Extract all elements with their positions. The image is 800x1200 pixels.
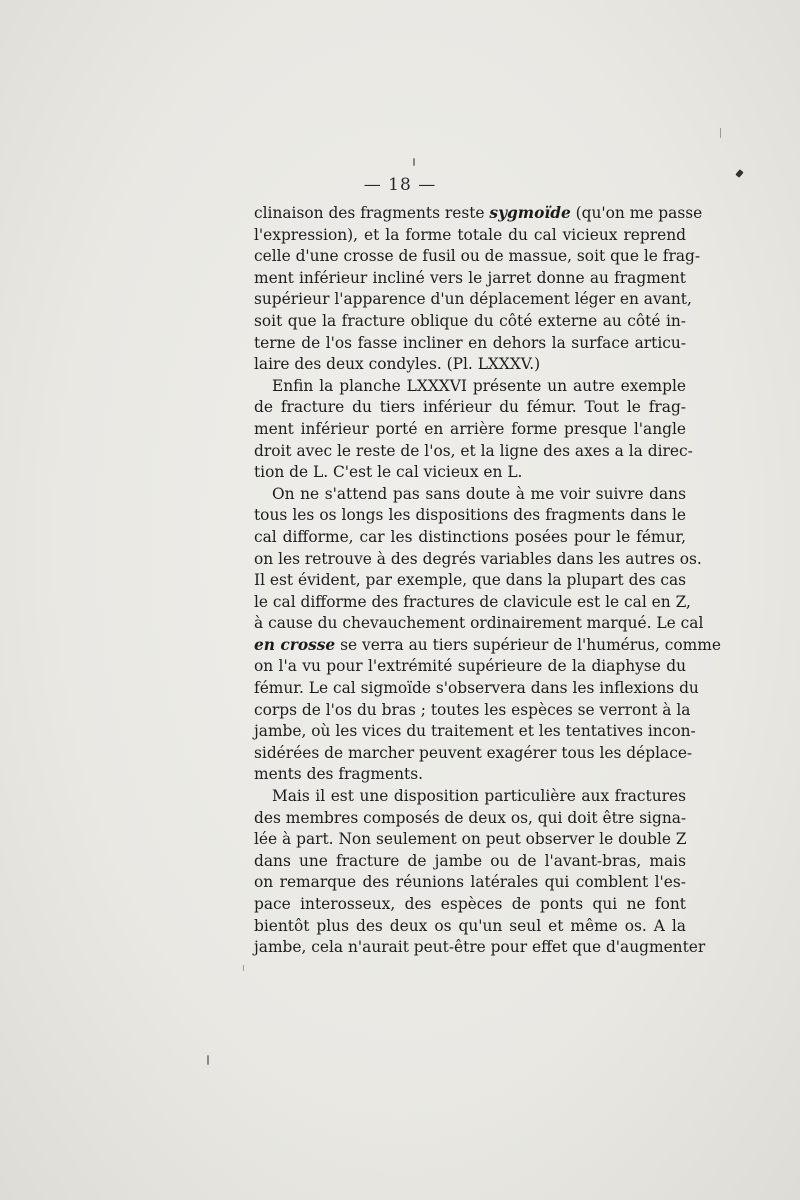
text-run: fémur. Le cal sigmoïde s'observera dans les inflexions du [254,679,699,698]
text-line [254,549,702,571]
text-run: laire des deux condyles. (Pl. LXXXV.) [254,355,541,374]
text-line [254,289,692,311]
text-run: corps de l'os du bras ; toutes les espèces se verront à la [254,700,691,719]
text-line [254,441,693,463]
text-line [254,268,686,290]
text-run: à cause du chevauchement ordinairement marqué. Le cal [254,614,704,633]
text-run: On ne s'attend pas sans doute à me voir suivre dans [272,484,686,503]
text-line [254,635,721,657]
text-line [254,786,686,808]
text-line [254,462,686,484]
text-run: Il est évident, par exemple, que dans la plupart des cas [254,571,687,590]
page-number: — 18 — [363,175,437,195]
text-line [254,484,686,506]
text-line [254,527,686,549]
text-line [254,656,686,678]
text-run: de fracture du tiers inférieur du fémur. Tout le frag- [254,398,686,417]
text-run: on les retrouve à des degrés variables dans les autres os. [254,549,702,568]
text-line [254,225,686,247]
text-run: ments des fragments. [254,765,424,784]
text-line [254,851,686,873]
text-line [254,203,703,225]
text-line [254,872,686,894]
paper-speck [207,1055,209,1065]
text-line [254,592,691,614]
text-line [254,743,693,765]
text-line [254,678,699,700]
text-run: jambe, où les vices du traitement et les tentatives incon- [254,722,696,741]
text-line [254,419,686,441]
text-line [254,354,686,376]
paper-speck [720,128,721,138]
text-line [254,700,691,722]
text-line [254,808,686,830]
text-line [254,246,701,268]
text-run: tous les os longs les dispositions des fragments dans le [254,506,686,525]
text-run: (qu'on me passe [570,204,703,222]
text-run: des membres composés de deux os, qui doit être signa- [254,808,687,827]
text-run: jambe, cela n'aurait peut-être pour effet que d'augmenter [254,938,706,957]
text-line [254,613,704,635]
text-line [254,505,686,527]
text-run: le cal difforme des fractures de clavicule est le cal en Z, [254,592,691,611]
italic-term: sygmoïde [489,204,571,222]
text-line [254,937,706,959]
text-run: droit avec le reste de l'os, et la ligne des axes a la direc- [254,441,693,460]
text-run: terne de l'os fasse incliner en dehors la surface articu- [254,333,686,352]
text-run: dans une fracture de jambe ou de l'avant-bras, mais [254,851,686,870]
text-run: clinaison des fragments reste [254,204,490,222]
text-line [254,333,686,355]
body-text [254,203,721,959]
text-line [254,829,686,851]
text-run: pace interosseux, des espèces de ponts qui ne font [254,895,686,913]
text-run: Mais il est une disposition particulière aux fractures [272,787,686,806]
text-run: on l'a vu pour l'extrémité supérieure de la diaphyse du [254,657,686,676]
text-run: l'expression), et la forme totale du cal vicieux reprend [254,225,686,244]
text-line [254,397,686,419]
text-line [254,376,686,398]
text-run: lée à part. Non seulement on peut observer le double Z [254,830,687,849]
text-line [254,570,686,592]
text-run: celle d'une crosse de fusil ou de massue, soit que le frag- [254,247,701,266]
text-run: cal difforme, car les distinctions posées pour le fémur, [254,527,686,546]
paper-speck [243,965,244,971]
text-run: Enfin la planche LXXXVI présente un autre exemple [272,376,686,395]
text-line [254,311,686,333]
text-run: bientôt plus des deux os qu'un seul et même os. A la [254,916,686,935]
text-run: ment inférieur porté en arrière forme presque l'angle [254,419,686,438]
text-line [254,916,686,938]
text-run: se verra au tiers supérieur de l'humérus, comme [335,635,721,654]
paper-speck [413,158,415,166]
italic-term: en crosse [254,635,336,654]
text-line [254,721,696,743]
text-run: sidérées de marcher peuvent exagérer tous les déplace- [254,743,693,762]
text-run: on remarque des réunions latérales qui comblent l'es- [254,873,686,892]
text-run: tion de L. C'est le cal vicieux en L. [254,463,523,482]
text-line [254,764,686,786]
text-run: supérieur l'apparence d'un déplacement léger en avant, [254,290,692,309]
text-line [254,894,686,916]
text-run: soit que la fracture oblique du côté externe au côté in- [254,311,686,330]
text-run: ment inférieur incliné vers le jarret donne au fragment [254,268,686,287]
